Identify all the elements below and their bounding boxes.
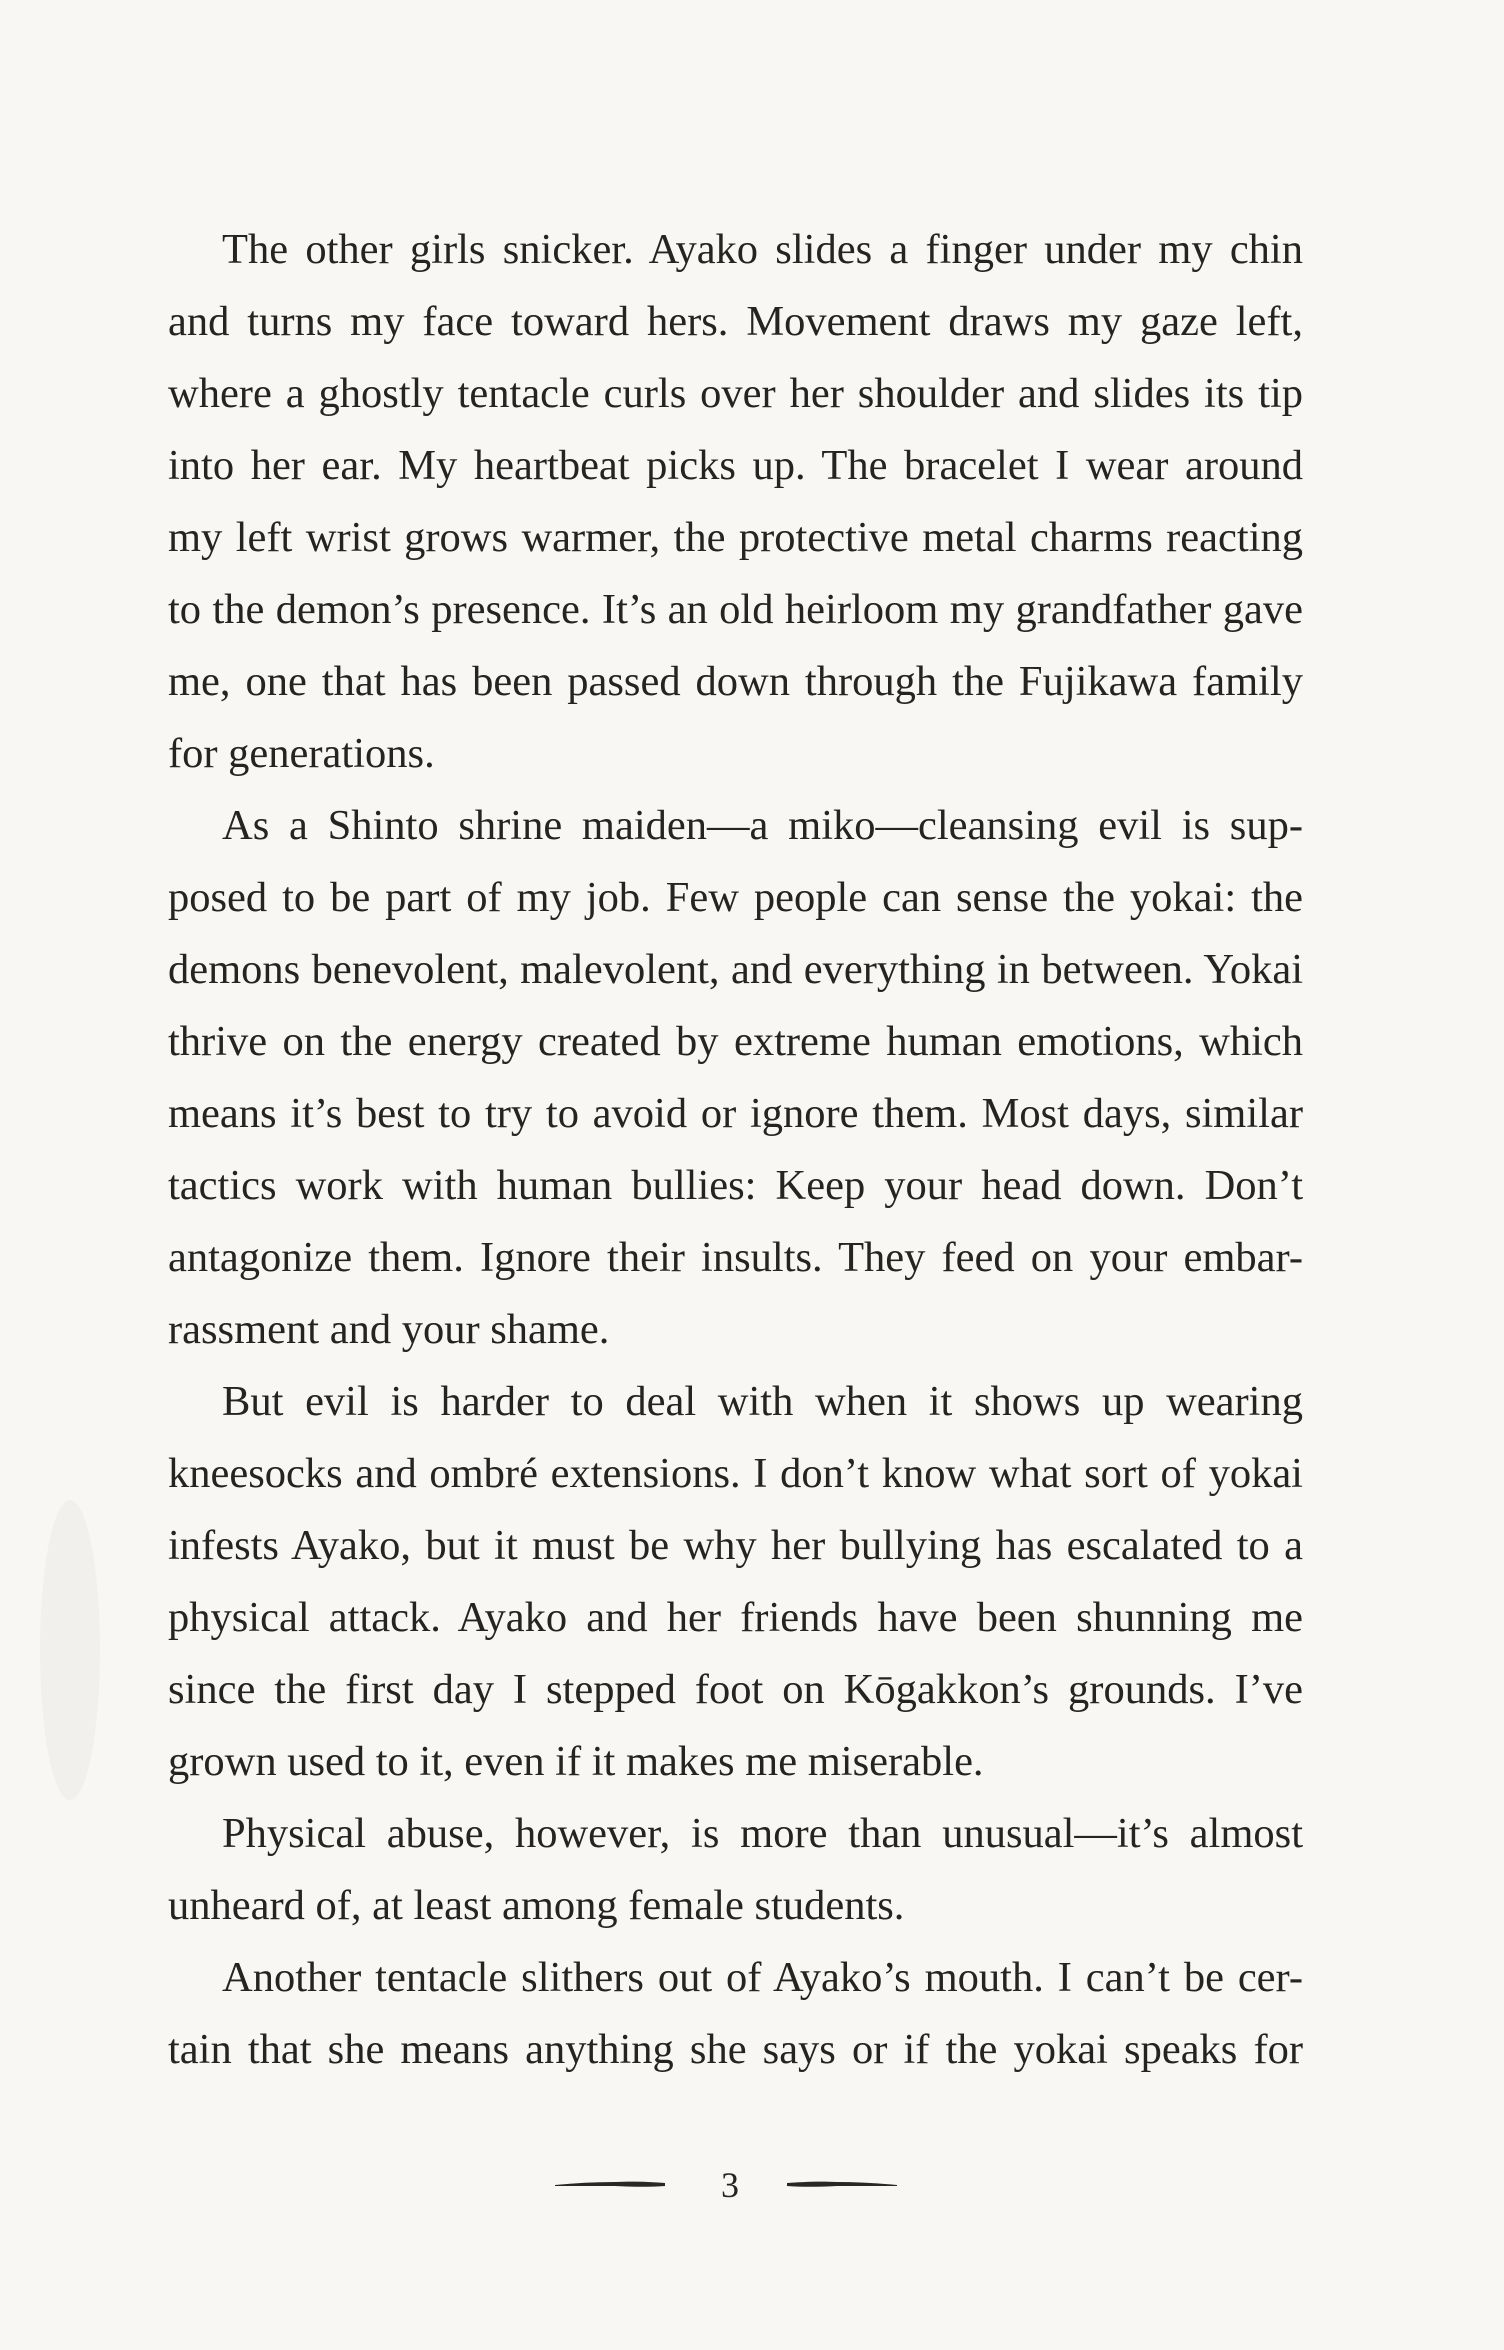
paragraph <box>168 790 1303 1366</box>
text-line: kneesocks and ombré extensions. I don’t know what sort of yokai <box>168 1450 1303 1497</box>
text-line: thrive on the energy created by extreme human emotions, which <box>168 1018 1303 1065</box>
text-line: means it’s best to try to avoid or ignore them. Most days, similar <box>168 1090 1303 1137</box>
text-line: As a Shinto shrine maiden—a miko—cleansing evil is sup- <box>222 802 1303 849</box>
text-line: infests Ayako, but it must be why her bullying has escalated to a <box>168 1522 1303 1569</box>
text-line: my left wrist grows warmer, the protective metal charms reacting <box>168 514 1303 561</box>
paragraph <box>168 1942 1303 2086</box>
right-ornament-icon <box>787 2180 897 2188</box>
text-line: unheard of, at least among female students. <box>168 1882 905 1929</box>
text-line: But evil is harder to deal with when it shows up wearing <box>222 1378 1303 1425</box>
text-line: grown used to it, even if it makes me miserable. <box>168 1738 984 1785</box>
text-line: rassment and your shame. <box>168 1306 610 1353</box>
text-line: demons benevolent, malevolent, and everything in between. Yokai <box>168 946 1303 993</box>
left-ornament-icon <box>555 2180 665 2188</box>
paragraph <box>168 1366 1303 1798</box>
text-line: into her ear. My heartbeat picks up. The bracelet I wear around <box>168 442 1303 489</box>
text-line: me, one that has been passed down through the Fujikawa family <box>168 658 1303 705</box>
text-line: physical attack. Ayako and her friends have been shunning me <box>168 1594 1303 1641</box>
paragraph <box>168 1798 1303 1942</box>
text-line: Another tentacle slithers out of Ayako’s mouth. I can’t be cer- <box>222 1954 1303 2001</box>
paper-smudge <box>40 1500 100 1800</box>
text-line: antagonize them. Ignore their insults. They feed on your embar- <box>168 1234 1303 1281</box>
text-line: to the demon’s presence. It’s an old heirloom my grandfather gave <box>168 586 1303 633</box>
text-line: for generations. <box>168 730 435 777</box>
paragraph <box>168 214 1303 790</box>
text-line: Physical abuse, however, is more than unusual—it’s almost <box>222 1810 1303 1857</box>
page-footer <box>0 2155 1504 2215</box>
text-line: tain that she means anything she says or if the yokai speaks for <box>168 2026 1303 2073</box>
text-line: and turns my face toward hers. Movement draws my gaze left, <box>168 298 1303 345</box>
page-number: 3 <box>721 2165 739 2205</box>
text-line: since the first day I stepped foot on Kōgakkon’s grounds. I’ve <box>168 1666 1303 1713</box>
text-line: where a ghostly tentacle curls over her shoulder and slides its tip <box>168 370 1303 417</box>
text-line: The other girls snicker. Ayako slides a finger under my chin <box>222 226 1303 273</box>
body-text <box>168 214 1303 2086</box>
text-line: posed to be part of my job. Few people can sense the yokai: the <box>168 874 1303 921</box>
text-line: tactics work with human bullies: Keep your head down. Don’t <box>168 1162 1303 1209</box>
